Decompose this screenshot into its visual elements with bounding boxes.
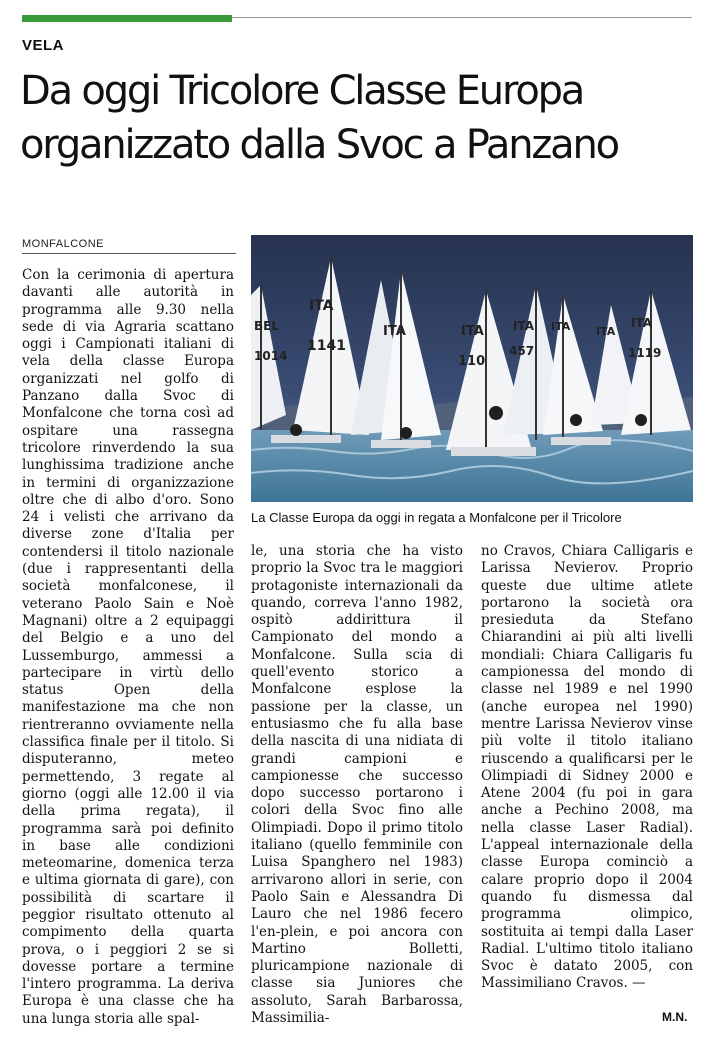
headline — [20, 64, 700, 172]
sail-label: ITA — [551, 320, 571, 333]
dateline-location: MONFALCONE — [22, 238, 105, 250]
sail-label: BEL — [254, 319, 279, 333]
dateline-rule — [22, 253, 236, 254]
headline-line-1: Da oggi Tricolore Classe Europa — [20, 68, 584, 114]
article-column-2: le, una storia che ha visto proprio la Svoc tra le maggiori protagoniste internazionali da quando, correva l'anno 1982, ospitò addirittura il Campionato del mondo a Monfalcone. Sulla scia di quell'evento storico a Monfalcone esplose la passione per la classe, un entusiasmo che fu alla base della nascita di una nidiata di grandi campioni e campionesse che successo dopo successo portarono i colori della Svoc fino alle Olimpiadi. Dopo il primo titolo italiano (quello femminile con Luisa Spanghero nel 1983) arrivarono allori in serie, con Paolo Sain e Alessandra Di Lauro che nel 1986 fecero l'en-plein, e poi ancora con Martino Bolletti, pluricampione nazionale di classe sia Juniores che assoluto, Sarah Barbarossa, Massimilia- — [251, 543, 463, 1027]
sailboats-image — [251, 235, 693, 502]
section-accent-bar — [22, 15, 232, 22]
header-rule — [232, 17, 692, 18]
author-signature: M.N. — [662, 1010, 688, 1024]
sail-label: ITA — [596, 325, 616, 338]
sail-label: 1119 — [628, 346, 662, 360]
section-label: VELA — [22, 37, 65, 54]
sail-label: ITA — [513, 319, 535, 333]
sail-label: 457 — [509, 344, 535, 358]
sail-label: 1014 — [254, 349, 288, 363]
sail-label: 1141 — [307, 338, 346, 354]
sail-label: ITA — [631, 316, 653, 330]
sail-label: ITA — [461, 324, 484, 339]
photo-caption: La Classe Europa da oggi in regata a Monfalcone per il Tricolore — [251, 510, 622, 525]
regatta-photo — [251, 235, 693, 502]
article-column-1: Con la cerimonia di apertura davanti alle autorità in programma alle 9.30 nella sede di via Agraria scattano oggi i Campionati italiani di vela della classe Europa organizzati nel golfo di Panzano dalla Svoc di Monfalcone che torna così ad ospitare una rassegna tricolore rinverdendo la sua lunghissima tradizione anche in termini di organizzazione oltre che di albo d'oro. Sono 24 i velisti che arrivano da diverse zone d'Italia per contendersi il titolo nazionale (due i rappresentanti della società monfalconese, il veterano Paolo Sain e Noè Magnani) oltre a 2 equipaggi del Belgio e a uno del Lussemburgo, ammessi a partecipare in virtù dello status Open della manifestazione ma che non rientreranno ovviamente nella classifica finale per il titolo. Si disputeranno, meteo permettendo, 3 regate al giorno (oggi alle 12.00 il via della prima regata), il programma sarà poi definito in base alle condizioni meteomarine, domenica terza e ultima giornata di gare), con possibilità di scartare il peggior risultato ottenuto al compimento della quarta prova, o i peggiori 2 se si dovesse portare a termine l'intero programma. La deriva Europa è una classe che ha una lunga storia alle spal- — [22, 267, 234, 1027]
sail-label: ITA — [309, 298, 334, 314]
headline-line-2: organizzato dalla Svoc a Panzano — [20, 122, 618, 168]
sail-label: 110 — [458, 354, 486, 369]
article-column-3: no Cravos, Chiara Calligaris e Larissa Nevierov. Proprio queste due ultime atlete portarono la società ora presieduta da Stefano Chiarandini ai più alti livelli mondiali: Chiara Calligaris fu campionessa del mondo di classe nel 1989 e nel 1990 (anche europea nel 1990) mentre Larissa Nevierov vinse più volte il titolo italiano riuscendo a qualificarsi per le Olimpiadi di Sidney 2000 e Atene 2004 (fu poi in gara anche a Pechino 2008, ma nella classe Laser Radial). L'appeal internazionale della classe Europa cominciò a calare proprio dopo il 2004 quando fu dismessa dal programma olimpico, sostituita ai tempi dalla Laser Radial. L'ultimo titolo italiano Svoc è datato 2005, con Massimiliano Cravos. — — [481, 543, 693, 992]
sail-label: ITA — [383, 324, 406, 339]
